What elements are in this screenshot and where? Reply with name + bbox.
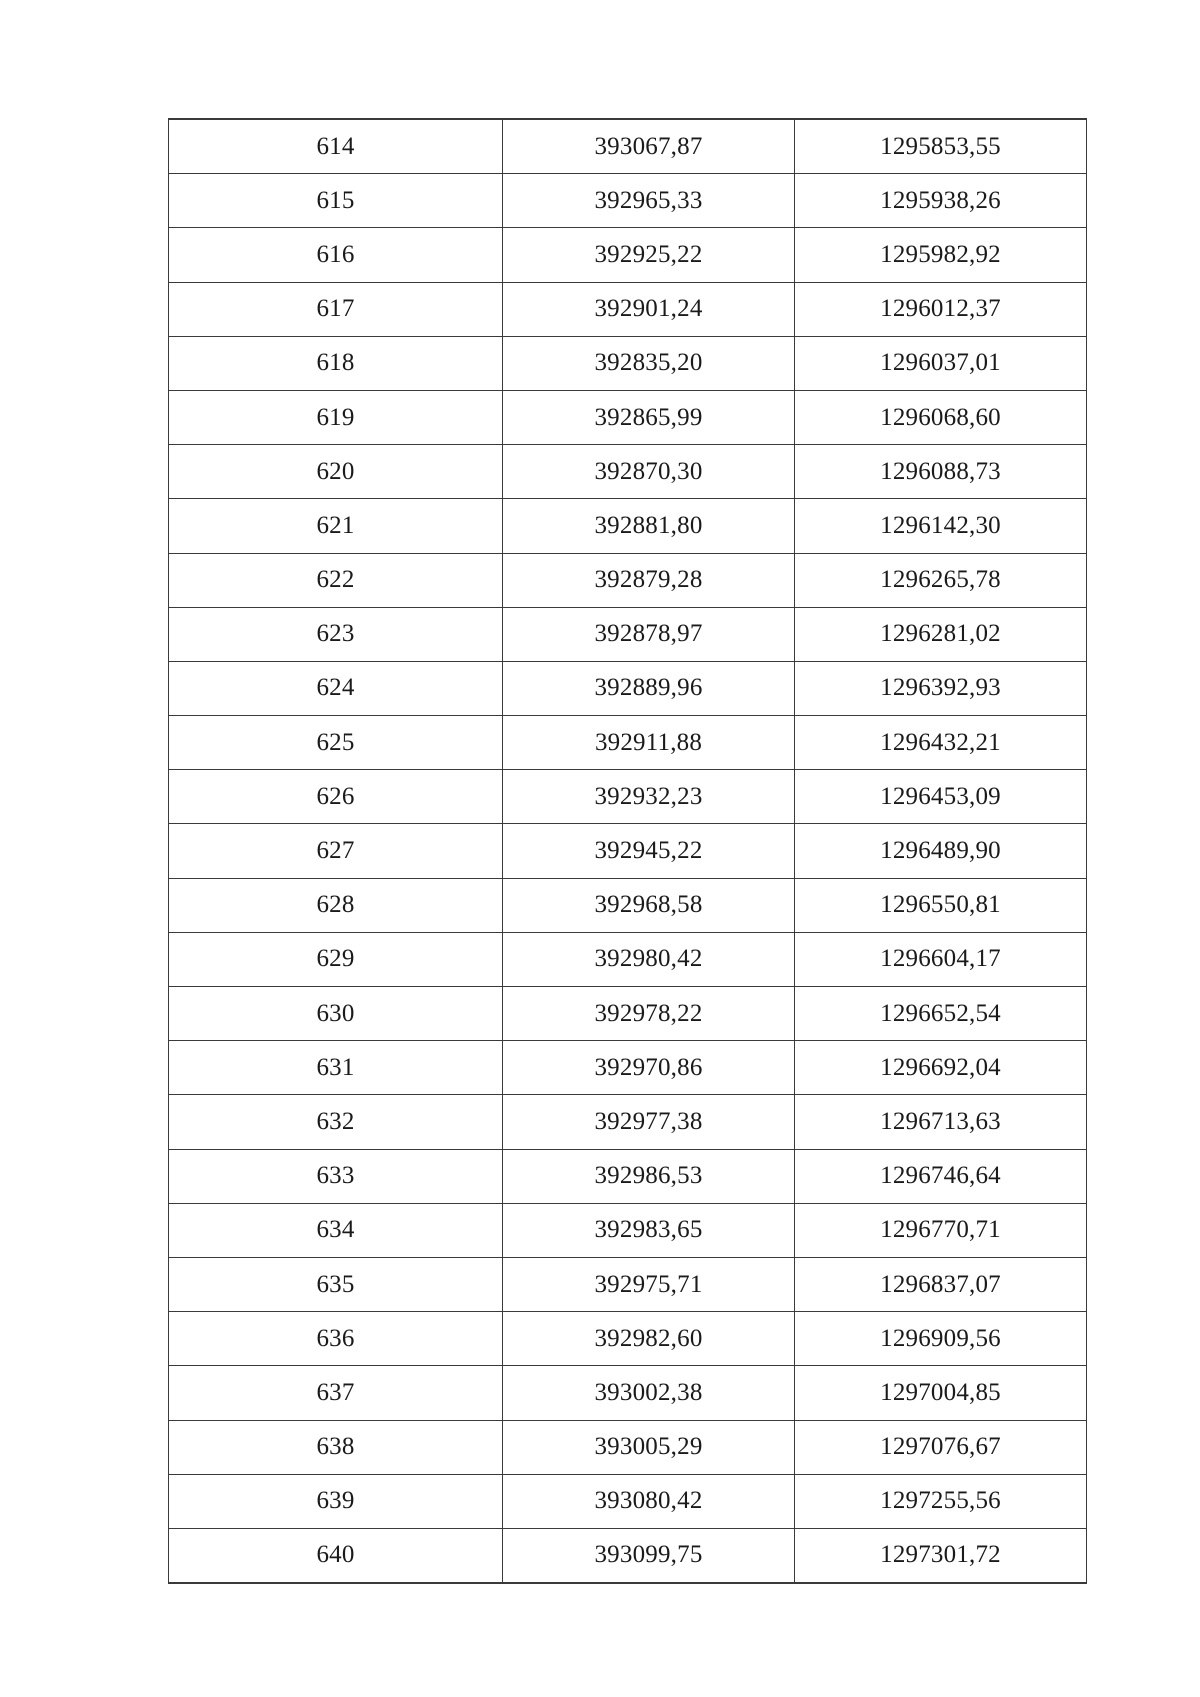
x-coordinate-cell: 392978,22: [503, 987, 795, 1041]
table-row: [169, 553, 1087, 607]
point-number-cell: 614: [169, 119, 503, 174]
y-coordinate-cell: 1297076,67: [795, 1420, 1087, 1474]
point-number-cell: 633: [169, 1149, 503, 1203]
x-coordinate-cell: 392865,99: [503, 390, 795, 444]
x-coordinate-cell: 392970,86: [503, 1041, 795, 1095]
table-row: [169, 824, 1087, 878]
point-number-cell: 632: [169, 1095, 503, 1149]
table-row: [169, 1149, 1087, 1203]
y-coordinate-cell: 1296037,01: [795, 336, 1087, 390]
point-number-cell: 620: [169, 445, 503, 499]
y-coordinate-cell: 1297004,85: [795, 1366, 1087, 1420]
table-row: [169, 119, 1087, 174]
y-coordinate-cell: 1296692,04: [795, 1041, 1087, 1095]
x-coordinate-cell: 392835,20: [503, 336, 795, 390]
y-coordinate-cell: 1296770,71: [795, 1203, 1087, 1257]
y-coordinate-cell: 1296068,60: [795, 390, 1087, 444]
table-row: [169, 987, 1087, 1041]
point-number-cell: 639: [169, 1474, 503, 1528]
point-number-cell: 630: [169, 987, 503, 1041]
y-coordinate-cell: 1297255,56: [795, 1474, 1087, 1528]
y-coordinate-cell: 1296012,37: [795, 282, 1087, 336]
x-coordinate-cell: 393099,75: [503, 1528, 795, 1583]
point-number-cell: 622: [169, 553, 503, 607]
table-row: [169, 1420, 1087, 1474]
x-coordinate-cell: 392901,24: [503, 282, 795, 336]
point-number-cell: 625: [169, 716, 503, 770]
y-coordinate-cell: 1295853,55: [795, 119, 1087, 174]
table-row: [169, 1474, 1087, 1528]
point-number-cell: 635: [169, 1257, 503, 1311]
y-coordinate-cell: 1296142,30: [795, 499, 1087, 553]
x-coordinate-cell: 393080,42: [503, 1474, 795, 1528]
table-row: [169, 390, 1087, 444]
y-coordinate-cell: 1296713,63: [795, 1095, 1087, 1149]
table-row: [169, 1257, 1087, 1311]
y-coordinate-cell: 1296088,73: [795, 445, 1087, 499]
y-coordinate-cell: 1297301,72: [795, 1528, 1087, 1583]
x-coordinate-cell: 392965,33: [503, 174, 795, 228]
point-number-cell: 618: [169, 336, 503, 390]
x-coordinate-cell: 393005,29: [503, 1420, 795, 1474]
point-number-cell: 640: [169, 1528, 503, 1583]
coordinates-table: [168, 118, 1087, 1584]
point-number-cell: 617: [169, 282, 503, 336]
table-row: [169, 1203, 1087, 1257]
y-coordinate-cell: 1296432,21: [795, 716, 1087, 770]
x-coordinate-cell: 392982,60: [503, 1312, 795, 1366]
y-coordinate-cell: 1296453,09: [795, 770, 1087, 824]
table-row: [169, 1041, 1087, 1095]
table-row: [169, 932, 1087, 986]
point-number-cell: 619: [169, 390, 503, 444]
point-number-cell: 615: [169, 174, 503, 228]
y-coordinate-cell: 1295938,26: [795, 174, 1087, 228]
table-row: [169, 1312, 1087, 1366]
x-coordinate-cell: 392975,71: [503, 1257, 795, 1311]
point-number-cell: 626: [169, 770, 503, 824]
y-coordinate-cell: 1296909,56: [795, 1312, 1087, 1366]
y-coordinate-cell: 1296837,07: [795, 1257, 1087, 1311]
point-number-cell: 627: [169, 824, 503, 878]
table-row: [169, 661, 1087, 715]
x-coordinate-cell: 392977,38: [503, 1095, 795, 1149]
x-coordinate-cell: 393067,87: [503, 119, 795, 174]
point-number-cell: 636: [169, 1312, 503, 1366]
x-coordinate-cell: 392870,30: [503, 445, 795, 499]
point-number-cell: 621: [169, 499, 503, 553]
x-coordinate-cell: 392932,23: [503, 770, 795, 824]
table-row: [169, 770, 1087, 824]
point-number-cell: 631: [169, 1041, 503, 1095]
x-coordinate-cell: 393002,38: [503, 1366, 795, 1420]
table-row: [169, 174, 1087, 228]
y-coordinate-cell: 1296265,78: [795, 553, 1087, 607]
y-coordinate-cell: 1296392,93: [795, 661, 1087, 715]
y-coordinate-cell: 1296652,54: [795, 987, 1087, 1041]
point-number-cell: 634: [169, 1203, 503, 1257]
x-coordinate-cell: 392879,28: [503, 553, 795, 607]
table-row: [169, 1528, 1087, 1583]
point-number-cell: 628: [169, 878, 503, 932]
table-row: [169, 1366, 1087, 1420]
table-row: [169, 282, 1087, 336]
point-number-cell: 637: [169, 1366, 503, 1420]
y-coordinate-cell: 1296489,90: [795, 824, 1087, 878]
y-coordinate-cell: 1296550,81: [795, 878, 1087, 932]
x-coordinate-cell: 392889,96: [503, 661, 795, 715]
x-coordinate-cell: 392986,53: [503, 1149, 795, 1203]
table-row: [169, 607, 1087, 661]
y-coordinate-cell: 1296604,17: [795, 932, 1087, 986]
x-coordinate-cell: 392945,22: [503, 824, 795, 878]
point-number-cell: 624: [169, 661, 503, 715]
point-number-cell: 623: [169, 607, 503, 661]
table-row: [169, 1095, 1087, 1149]
table-row: [169, 445, 1087, 499]
table-row: [169, 878, 1087, 932]
y-coordinate-cell: 1296281,02: [795, 607, 1087, 661]
x-coordinate-cell: 392911,88: [503, 716, 795, 770]
table-row: [169, 716, 1087, 770]
table-row: [169, 499, 1087, 553]
point-number-cell: 616: [169, 228, 503, 282]
table-row: [169, 336, 1087, 390]
point-number-cell: 629: [169, 932, 503, 986]
y-coordinate-cell: 1295982,92: [795, 228, 1087, 282]
x-coordinate-cell: 392968,58: [503, 878, 795, 932]
table-row: [169, 228, 1087, 282]
y-coordinate-cell: 1296746,64: [795, 1149, 1087, 1203]
x-coordinate-cell: 392881,80: [503, 499, 795, 553]
x-coordinate-cell: 392925,22: [503, 228, 795, 282]
coordinates-table-body: [169, 119, 1087, 1583]
x-coordinate-cell: 392983,65: [503, 1203, 795, 1257]
point-number-cell: 638: [169, 1420, 503, 1474]
x-coordinate-cell: 392878,97: [503, 607, 795, 661]
x-coordinate-cell: 392980,42: [503, 932, 795, 986]
